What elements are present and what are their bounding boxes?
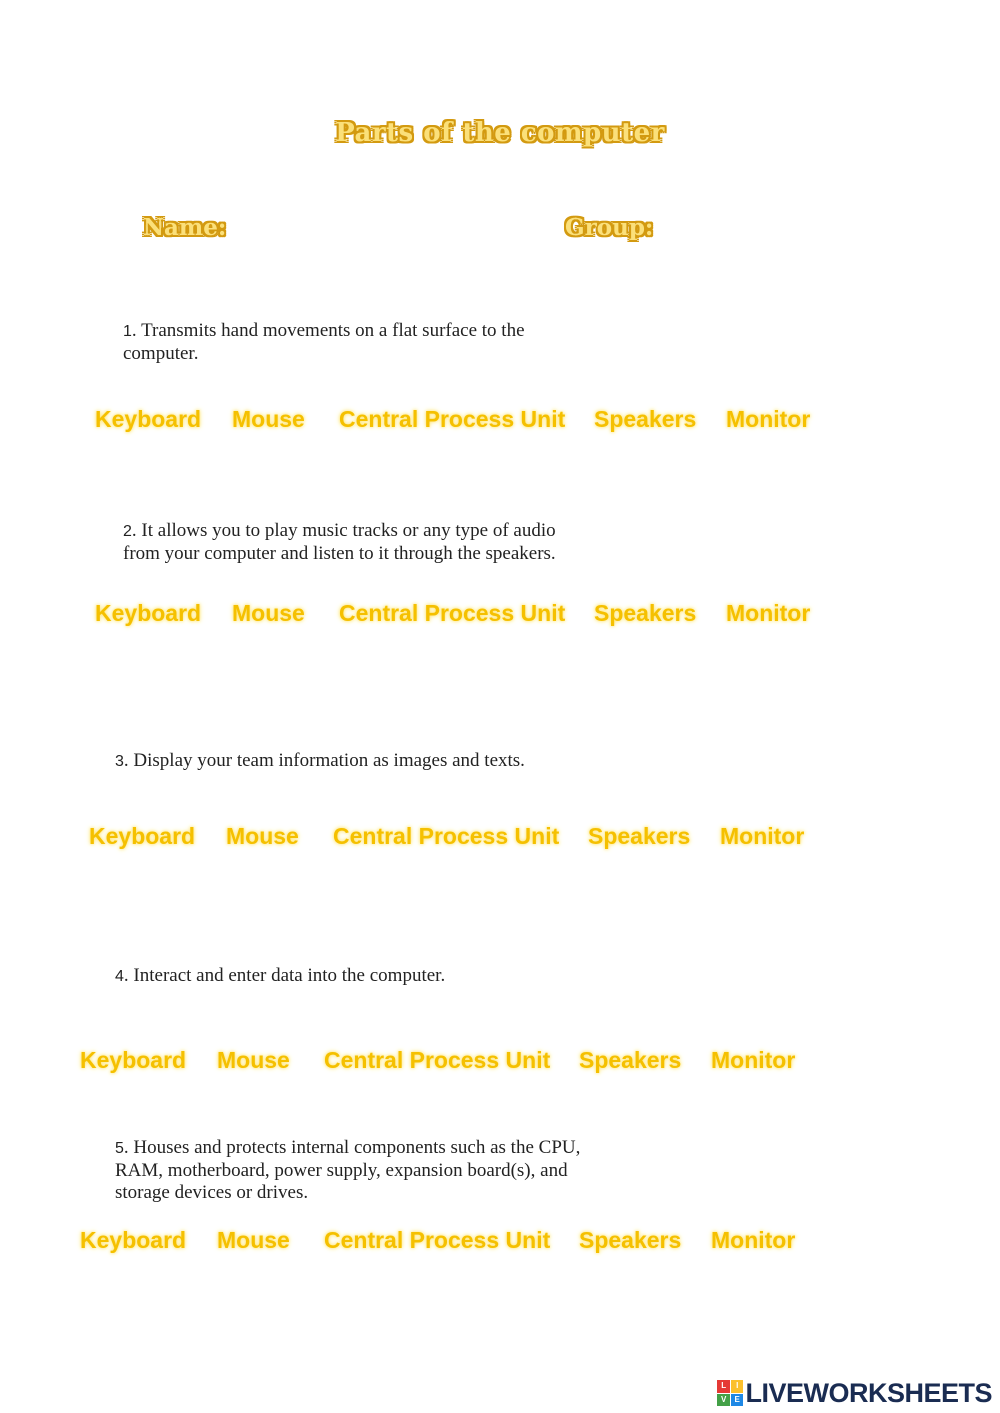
option-keyboard[interactable]: Keyboard [95,600,202,626]
option-speakers[interactable]: Speakers [588,823,691,849]
option-speakers[interactable]: Speakers [579,1047,682,1073]
question-text-line: RAM, motherboard, power supply, expansion board(s), and [115,1160,568,1181]
question-5: 5. Houses and protects internal components such as the CPU, RAM, motherboard, power supply, expansion board(s), and storage devices or drives. [115,1137,581,1203]
option-central-process-unit[interactable]: Central Process Unit [339,600,566,626]
question-number: 3 [115,753,124,770]
question-text-line: Transmits hand movements on a flat surface to the [141,320,525,341]
option-mouse[interactable]: Mouse [217,1227,290,1253]
option-monitor[interactable]: Monitor [726,600,811,626]
group-label: Group: [565,214,654,241]
option-mouse[interactable]: Mouse [226,823,299,849]
option-central-process-unit[interactable]: Central Process Unit [324,1227,551,1253]
worksheet-title: Parts of the computer [335,118,665,148]
logo-tile: I [731,1380,744,1393]
answer-options-2 [0,600,1000,634]
option-mouse[interactable]: Mouse [217,1047,290,1073]
question-text-line: computer. [123,343,199,364]
answer-options-5 [0,1227,1000,1261]
option-monitor[interactable]: Monitor [720,823,805,849]
question-text-line: Houses and protects internal components such as the CPU, [133,1137,581,1158]
option-keyboard[interactable]: Keyboard [80,1047,187,1073]
question-3: 3. Display your team information as images and texts. [115,750,525,771]
option-monitor[interactable]: Monitor [711,1227,796,1253]
option-central-process-unit[interactable]: Central Process Unit [333,823,560,849]
option-central-process-unit[interactable]: Central Process Unit [339,406,566,432]
answer-options-3 [0,823,1000,857]
option-keyboard[interactable]: Keyboard [89,823,196,849]
question-number: 5 [115,1140,124,1157]
liveworksheets-brand[interactable] [717,1378,992,1408]
option-speakers[interactable]: Speakers [579,1227,682,1253]
answer-options-1 [0,406,1000,440]
option-monitor[interactable]: Monitor [726,406,811,432]
brand-text: LIVEWORKSHEETS [745,1377,992,1408]
option-monitor[interactable]: Monitor [711,1047,796,1073]
question-number: 1 [123,323,132,340]
question-text-line: Interact and enter data into the computer. [133,965,446,986]
logo-tile: E [731,1394,744,1407]
option-mouse[interactable]: Mouse [232,406,305,432]
option-mouse[interactable]: Mouse [232,600,305,626]
question-1: 1. Transmits hand movements on a flat surface to the computer. [123,320,525,364]
option-central-process-unit[interactable]: Central Process Unit [324,1047,551,1073]
logo-tile: L [717,1380,730,1393]
option-speakers[interactable]: Speakers [594,406,697,432]
logo-tile: V [717,1394,730,1407]
answer-options-4 [0,1047,1000,1081]
option-speakers[interactable]: Speakers [594,600,697,626]
question-text-line: storage devices or drives. [115,1182,309,1203]
option-keyboard[interactable]: Keyboard [95,406,202,432]
option-keyboard[interactable]: Keyboard [80,1227,187,1253]
question-2: 2. It allows you to play music tracks or any type of audio from your computer and listen to it through the speakers. [123,520,556,564]
question-text-line: Display your team information as images and texts. [133,750,525,771]
question-number: 4 [115,968,124,985]
question-number: 2 [123,523,132,540]
liveworksheets-logo-icon [717,1380,743,1406]
question-text-line: It allows you to play music tracks or any type of audio [141,520,556,541]
question-4: 4. Interact and enter data into the computer. [115,965,446,986]
question-text-line: from your computer and listen to it through the speakers. [123,543,556,564]
name-label: Name: [143,214,227,241]
